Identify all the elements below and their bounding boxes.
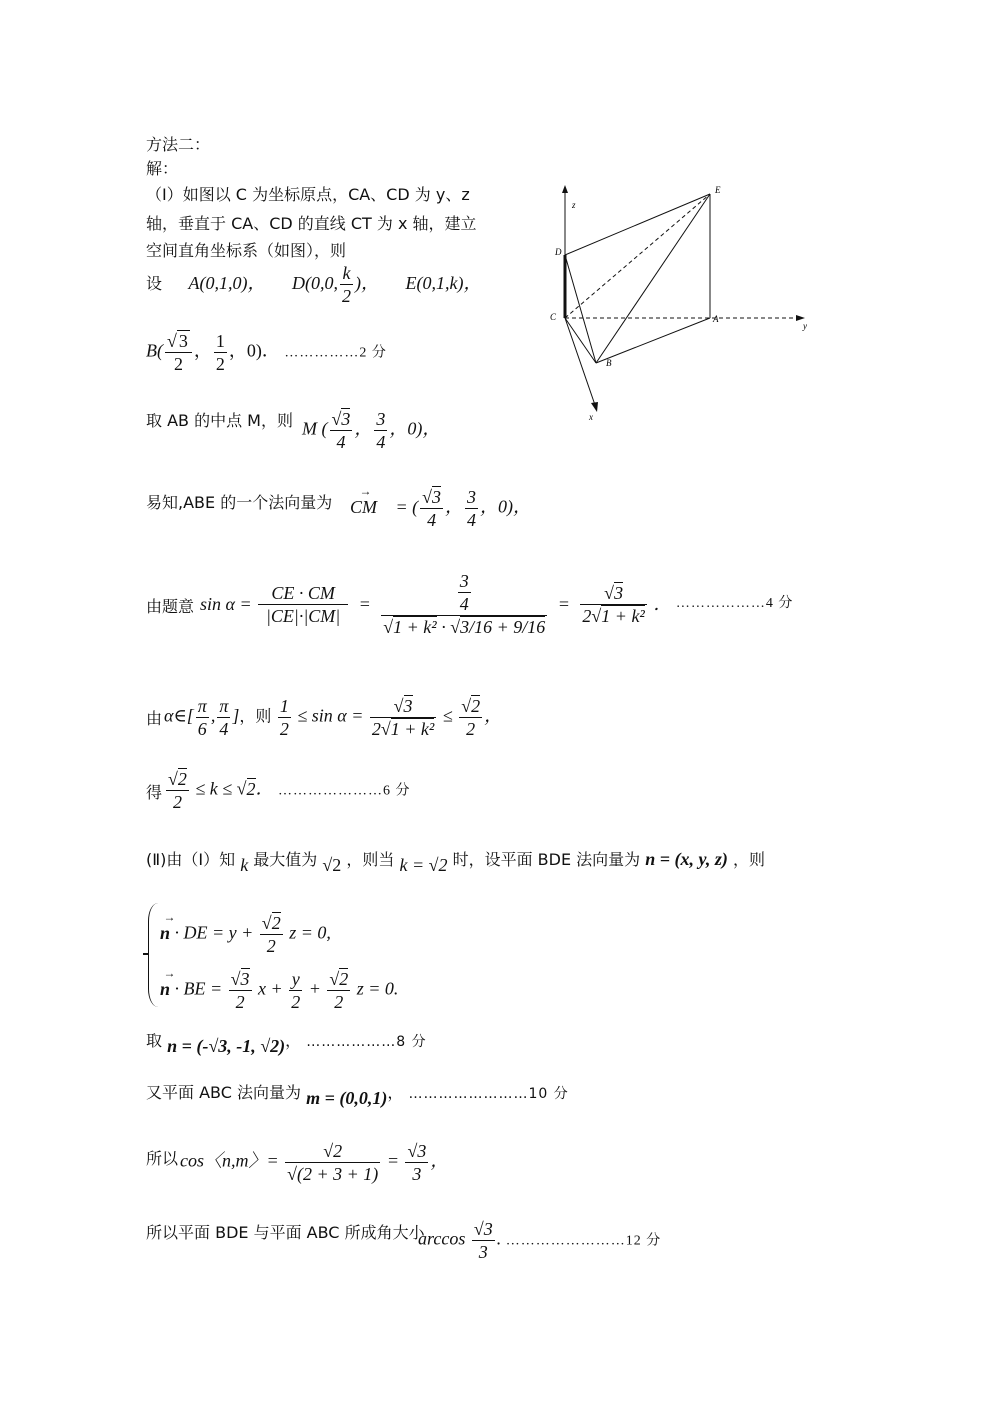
score-8: ………………8 分	[306, 1034, 427, 1050]
score-6: …………………6 分	[278, 783, 411, 799]
z-arrow-icon	[562, 185, 568, 193]
coordinates-line	[146, 262, 481, 307]
take-n-line: 取 n = (-√3, -1, √2)， ………………8 分	[146, 1031, 427, 1056]
k-range: $\frac{√2}{2}$ ≤ k ≤ √2． …………………6 分	[168, 769, 411, 812]
normal-text: 易知,ABE 的一个法向量为	[146, 493, 333, 512]
score-4: ………………4 分	[675, 596, 794, 611]
x-axis	[565, 318, 595, 405]
coordinate-figure	[530, 180, 830, 425]
final-text: 所以平面 BDE 与平面 ABC 所成角大小	[146, 1223, 425, 1242]
score-10: ……………………10 分	[408, 1086, 569, 1102]
final-formula: arccos $\frac{√3}{3}$ . ……………………12 分	[418, 1219, 662, 1262]
label-y: y	[803, 321, 807, 331]
label-D: D	[555, 247, 562, 257]
system-eq-2: → n · BE = $\frac{√3}{2}$ x + $\frac{y}{2}$ + $\frac{√2}{2}$ z = 0.	[160, 968, 398, 1013]
point-E: E(0,1,k)，	[405, 272, 482, 293]
solution-label: 解：	[146, 159, 179, 178]
point-D: D(0,0, $\frac{k}{2}$ )，	[292, 263, 379, 306]
intro-line-1: （Ⅰ）如图以 C 为坐标原点，CA、CD 为 y、z	[146, 185, 470, 204]
label-C: C	[550, 312, 557, 322]
k-text: 得	[146, 783, 163, 802]
point-A: A(0,1,0)，	[188, 272, 266, 293]
system-eq-1: → n · DE = y + $\frac{√2}{2}$ z = 0,	[160, 912, 331, 957]
alpha-range: α∈[ $\frac{\pi}{6}$ , $\frac{\pi}{4}$ ]，则 $\frac{1}{2}$ ≤ sin α = $\frac{√3}{\text{2√1 + k²}}$ ≤ $\frac{√2}{2}$ ，	[164, 696, 503, 739]
DE-edge	[565, 194, 710, 255]
label-B: B	[606, 358, 612, 368]
label-E: E	[715, 185, 721, 195]
label-A: A	[713, 314, 719, 324]
label-z: z	[572, 200, 576, 210]
sin-text: 由题意	[146, 597, 195, 616]
method-heading: 方法二：	[146, 135, 211, 154]
part2-intro: (Ⅱ)由（Ⅰ）知 k 最大值为 √2 ，则当 k = √2 时，设平面 BDE 法向量为 n = (x, y, z) ，则	[146, 849, 765, 875]
CE-line	[565, 194, 710, 318]
x-arrow-icon	[591, 402, 598, 412]
intro-line-2: 轴，垂直于 CA、CD 的直线 CT 为 x 轴，建立	[146, 214, 477, 233]
point-B-line: B( $\frac{√ 3}{2}$ ， $\frac{1}{2}$ ，0)． ……………2 分	[146, 331, 387, 374]
abc-normal-line: 又平面 ABC 法向量为 m = (0,0,1)， ……………………10 分	[146, 1083, 569, 1108]
set-label: 设	[146, 273, 163, 293]
CB-edge	[565, 318, 596, 363]
score-2: ……………2 分	[284, 345, 387, 361]
BA-edge	[596, 318, 710, 363]
cos-text: 所以	[146, 1149, 179, 1168]
DB-edge	[565, 255, 596, 363]
cos-formula: cos〈n,m〉= $\frac{√2}{√(2 + 3 + 1)}$ = $\frac{√3}{3}$ ，	[180, 1141, 449, 1184]
system-brace	[148, 903, 159, 1007]
label-x: x	[589, 412, 593, 422]
normal-vector: → CM = ( $\frac{√3}{4}$ ， $\frac{3}{4}$ ，0)，	[350, 486, 531, 531]
midpoint-text: 取 AB 的中点 M，则	[146, 411, 293, 430]
alpha-text: 由	[146, 709, 163, 728]
midpoint-M: M ( $\frac{√3}{4}$ ， $\frac{3}{4}$ ，0)，	[302, 409, 441, 452]
intro-line-3: 空间直角坐标系（如图），则	[146, 241, 347, 260]
sin-formula: sin α = $\frac{CE \cdot CM}{|CE|\cdot|CM|}$ = $\frac{\frac{3}{4}}{\text{√1 + k² · √3/16 + 9/16}}$ = $\frac{√3}{\text{2√1 + k²}}$ ． ………………4 分	[200, 571, 794, 637]
score-12: ……………………12 分	[505, 1233, 662, 1249]
BE-edge	[596, 194, 710, 363]
